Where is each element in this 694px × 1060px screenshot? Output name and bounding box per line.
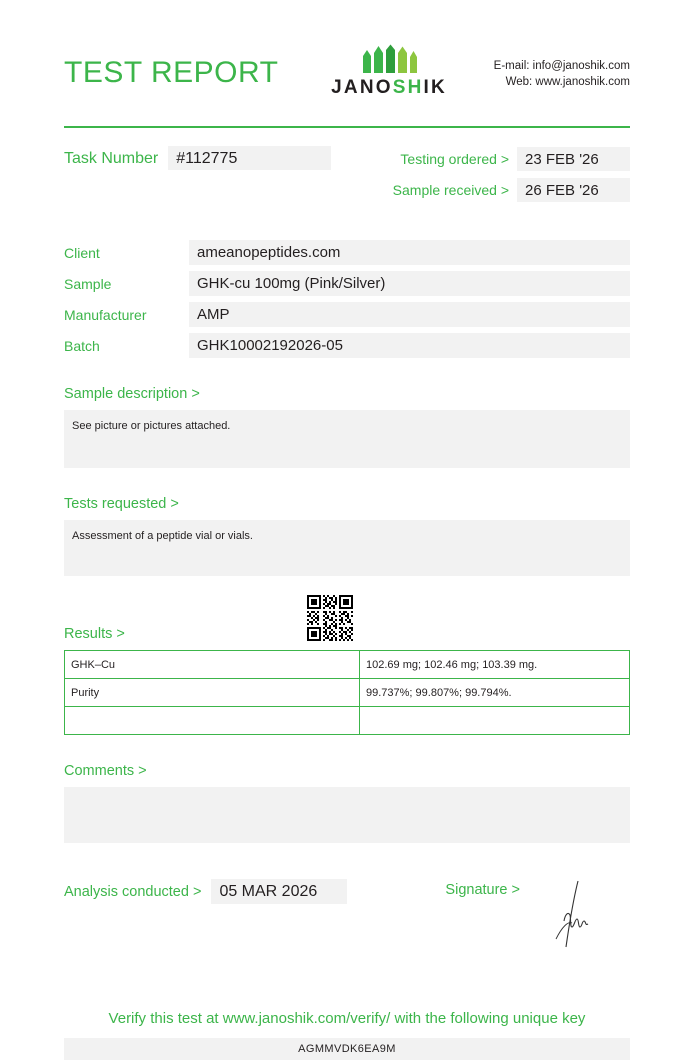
info-row-client	[64, 240, 630, 265]
testing-ordered-row	[393, 147, 630, 171]
result-name	[65, 707, 360, 735]
result-value: 99.737%; 99.807%; 99.794%.	[360, 679, 630, 707]
logo-mark-icon	[331, 44, 447, 74]
info-label-client: Client	[64, 244, 100, 261]
info-value-sample: GHK-cu 100mg (Pink/Silver)	[189, 271, 630, 296]
sample-received-value: 26 FEB '26	[517, 178, 630, 202]
signature-group	[445, 879, 594, 956]
unique-key: AGMMVDK6EA9M	[64, 1038, 630, 1060]
qr-code-icon	[307, 595, 353, 646]
signature-label: Signature >	[445, 882, 520, 898]
header-divider	[64, 126, 630, 128]
testing-ordered-value: 23 FEB '26	[517, 147, 630, 171]
comments-title: Comments >	[64, 763, 147, 779]
logo-text-post: IK	[423, 77, 447, 98]
result-value: 102.69 mg; 102.46 mg; 103.39 mg.	[360, 651, 630, 679]
info-row-manufacturer	[64, 302, 630, 327]
info-row-sample	[64, 271, 630, 296]
task-number-group	[64, 146, 331, 170]
analysis-conducted-label: Analysis conducted >	[64, 883, 202, 900]
report-header	[64, 0, 630, 114]
result-name: Purity	[65, 679, 360, 707]
info-table	[64, 240, 630, 358]
tests-requested-title: Tests requested >	[64, 496, 179, 512]
analysis-conducted-group	[64, 879, 347, 904]
task-number-value: #112775	[168, 146, 331, 170]
contact-info	[494, 58, 630, 90]
contact-email: E-mail: info@janoshik.com	[493, 60, 630, 72]
logo-text-green: SH	[392, 77, 424, 98]
tests-requested-box: Assessment of a peptide vial or vials.	[64, 520, 630, 576]
sample-received-row	[393, 178, 630, 202]
info-label-sample: Sample	[64, 275, 112, 292]
signature-image	[534, 879, 594, 956]
results-header	[64, 598, 630, 644]
verify-text: Verify this test at www.janoshik.com/verify/ with the following unique key	[108, 1010, 586, 1027]
task-row	[64, 146, 630, 202]
janoshik-logo	[331, 44, 447, 99]
table-row	[65, 651, 630, 679]
logo-text-pre: JANO	[331, 77, 393, 98]
info-value-manufacturer: AMP	[189, 302, 630, 327]
result-name: GHK–Cu	[65, 651, 360, 679]
table-row	[65, 679, 630, 707]
sample-received-label: Sample received >	[392, 182, 509, 198]
date-group	[393, 147, 630, 202]
analysis-row	[64, 879, 630, 956]
info-value-batch: GHK10002192026-05	[189, 333, 630, 358]
sample-description-title: Sample description >	[64, 386, 200, 402]
sample-description-box: See picture or pictures attached.	[64, 410, 630, 468]
testing-ordered-label: Testing ordered >	[400, 151, 509, 167]
analysis-conducted-value: 05 MAR 2026	[211, 879, 347, 904]
info-label-manufacturer: Manufacturer	[64, 306, 147, 323]
info-value-client: ameanopeptides.com	[189, 240, 630, 265]
comments-box	[64, 787, 630, 843]
info-row-batch	[64, 333, 630, 358]
task-number-label: Task Number	[64, 150, 159, 167]
logo-wordmark	[331, 77, 447, 99]
contact-web: Web: www.janoshik.com	[505, 76, 630, 88]
info-label-batch: Batch	[64, 337, 100, 354]
results-title: Results >	[64, 626, 125, 642]
table-row	[65, 707, 630, 735]
page-title: TEST REPORT	[64, 56, 279, 89]
results-table	[64, 650, 630, 735]
result-value	[360, 707, 630, 735]
